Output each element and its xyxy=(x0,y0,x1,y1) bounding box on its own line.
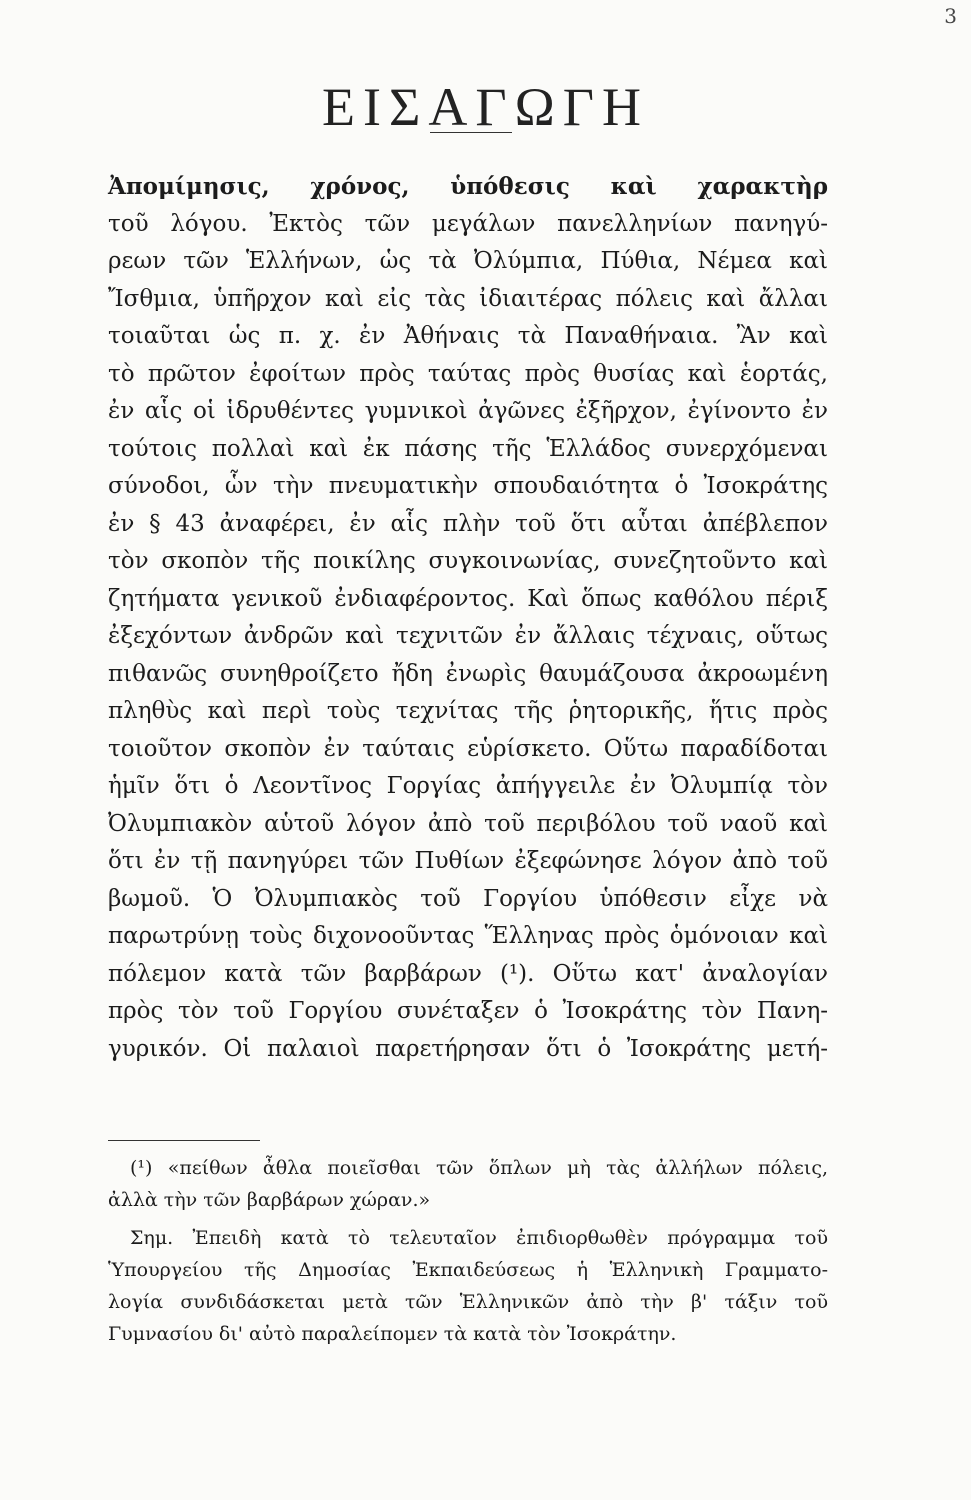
page-title: ΕΙΣΑΓΩΓΗ xyxy=(322,77,649,138)
text-line: Ἴσθμια, ὑπῆρχον καὶ εἰς τὰς ἰδιαιτέρας πόλεις καὶ ἄλλαι xyxy=(108,285,828,312)
footnote-line: Γυμνασίου δι' αὐτὸ παραλείπομεν τὰ κατὰ τὸν Ἰσοκράτην. xyxy=(108,1323,677,1345)
text-line: πόλεμον κατὰ τῶν βαρβάρων (¹). Οὕτω κατ' ἀναλογίαν xyxy=(108,960,828,987)
text-line: ἐν § 43 ἀναφέρει, ἐν αἷς πλὴν τοῦ ὅτι αὗται ἀπέβλεπον xyxy=(108,510,828,537)
page-number: 3 xyxy=(944,4,957,28)
footnote-line: (¹) «πείθων ἆθλα ποιεῖσθαι τῶν ὅπλων μὴ τὰς ἀλλήλων πόλεις, xyxy=(130,1157,828,1179)
text-line: Ὀλυμπιακὸν αὑτοῦ λόγον ἀπὸ τοῦ περιβόλου τοῦ ναοῦ καὶ xyxy=(108,810,828,837)
text-line: τὸ πρῶτον ἐφοίτων πρὸς ταύτας πρὸς θυσίας καὶ ἑορτάς, xyxy=(108,360,828,387)
footnote-line: λογία συνδιδάσκεται μετὰ τῶν Ἑλληνικῶν ἀπὸ τὴν β' τάξιν τοῦ xyxy=(108,1291,828,1313)
text-line: πιθανῶς συνηθροίζετο ἤδη ἐνωρὶς θαυμάζουσα ἀκροωμένη xyxy=(108,660,828,687)
footnote-line: Ὑπουργείου τῆς Δημοσίας Ἐκπαιδεύσεως ἡ Ἑλληνικὴ Γραμματο- xyxy=(108,1259,828,1281)
text-line: βωμοῦ. Ὁ Ὀλυμπιακὸς τοῦ Γοργίου ὑπόθεσιν εἶχε νὰ xyxy=(108,885,828,912)
text-line: πρὸς τὸν τοῦ Γοργίου συνέταξεν ὁ Ἰσοκράτης τὸν Πανη- xyxy=(108,998,828,1024)
text-line: γυρικόν. Οἱ παλαιοὶ παρετήρησαν ὅτι ὁ Ἰσοκράτης μετή- xyxy=(108,1035,828,1062)
text-line: ζητήματα γενικοῦ ἐνδιαφέροντος. Καὶ ὅπως καθόλου πέριξ xyxy=(108,585,828,612)
text-line: τούτοις πολλαὶ καὶ ἐκ πάσης τῆς Ἑλλάδος συνερχόμεναι xyxy=(108,435,828,462)
footnote-line: ἀλλὰ τὴν τῶν βαρβάρων χώραν.» xyxy=(108,1189,431,1211)
text-line: ρεων τῶν Ἑλλήνων, ὡς τὰ Ὀλύμπια, Πύθια, Νέμεα καὶ xyxy=(108,248,828,274)
footnotes xyxy=(108,1152,828,1350)
text-line: παρωτρύνῃ τοὺς διχονοοῦντας Ἕλληνας πρὸς ὁμόνοιαν καὶ xyxy=(108,923,828,949)
footnote-divider xyxy=(108,1140,260,1141)
main-text xyxy=(108,168,828,1068)
text-line: ἐν αἷς οἱ ἱδρυθέντες γυμνικοὶ ἀγῶνες ἐξῆρχον, ἐγίνοντο ἐν xyxy=(108,398,828,424)
text-line: Ἀπομίμησις, χρόνος, ὑπόθεσις καὶ χαρακτὴρ xyxy=(108,173,828,200)
title-divider xyxy=(430,132,512,133)
footnote-line: Σημ. Ἐπειδὴ κατὰ τὸ τελευταῖον ἐπιδιορθωθὲν πρόγραμμα τοῦ xyxy=(130,1227,828,1249)
text-line: ἡμῖν ὅτι ὁ Λεοντῖνος Γοργίας ἀπήγγειλε ἐν Ὀλυμπίᾳ τὸν xyxy=(108,773,828,799)
text-line: ἐξεχόντων ἀνδρῶν καὶ τεχνιτῶν ἐν ἄλλαις τέχναις, οὕτως xyxy=(108,623,828,649)
text-line: τοῦ λόγου. Ἐκτὸς τῶν μεγάλων πανελληνίων πανηγύ- xyxy=(108,210,828,237)
text-line: τοιοῦτον σκοπὸν ἐν ταύταις εὑρίσκετο. Οὕτω παραδίδοται xyxy=(108,735,828,762)
text-line: σύνοδοι, ὧν τὴν πνευματικὴν σπουδαιότητα ὁ Ἰσοκράτης xyxy=(108,473,828,499)
text-line: ὅτι ἐν τῇ πανηγύρει τῶν Πυθίων ἐξεφώνησε λόγον ἀπὸ τοῦ xyxy=(108,848,828,874)
text-line: τοιαῦται ὡς π. χ. ἐν Ἀθήναις τὰ Παναθήναια. Ἂν καὶ xyxy=(108,323,828,349)
text-line: πληθὺς καὶ περὶ τοὺς τεχνίτας τῆς ῥητορικῆς, ἥτις πρὸς xyxy=(108,698,828,724)
text-line: τὸν σκοπὸν τῆς ποικίλης συγκοινωνίας, συνεζητοῦντο καὶ xyxy=(108,548,828,574)
